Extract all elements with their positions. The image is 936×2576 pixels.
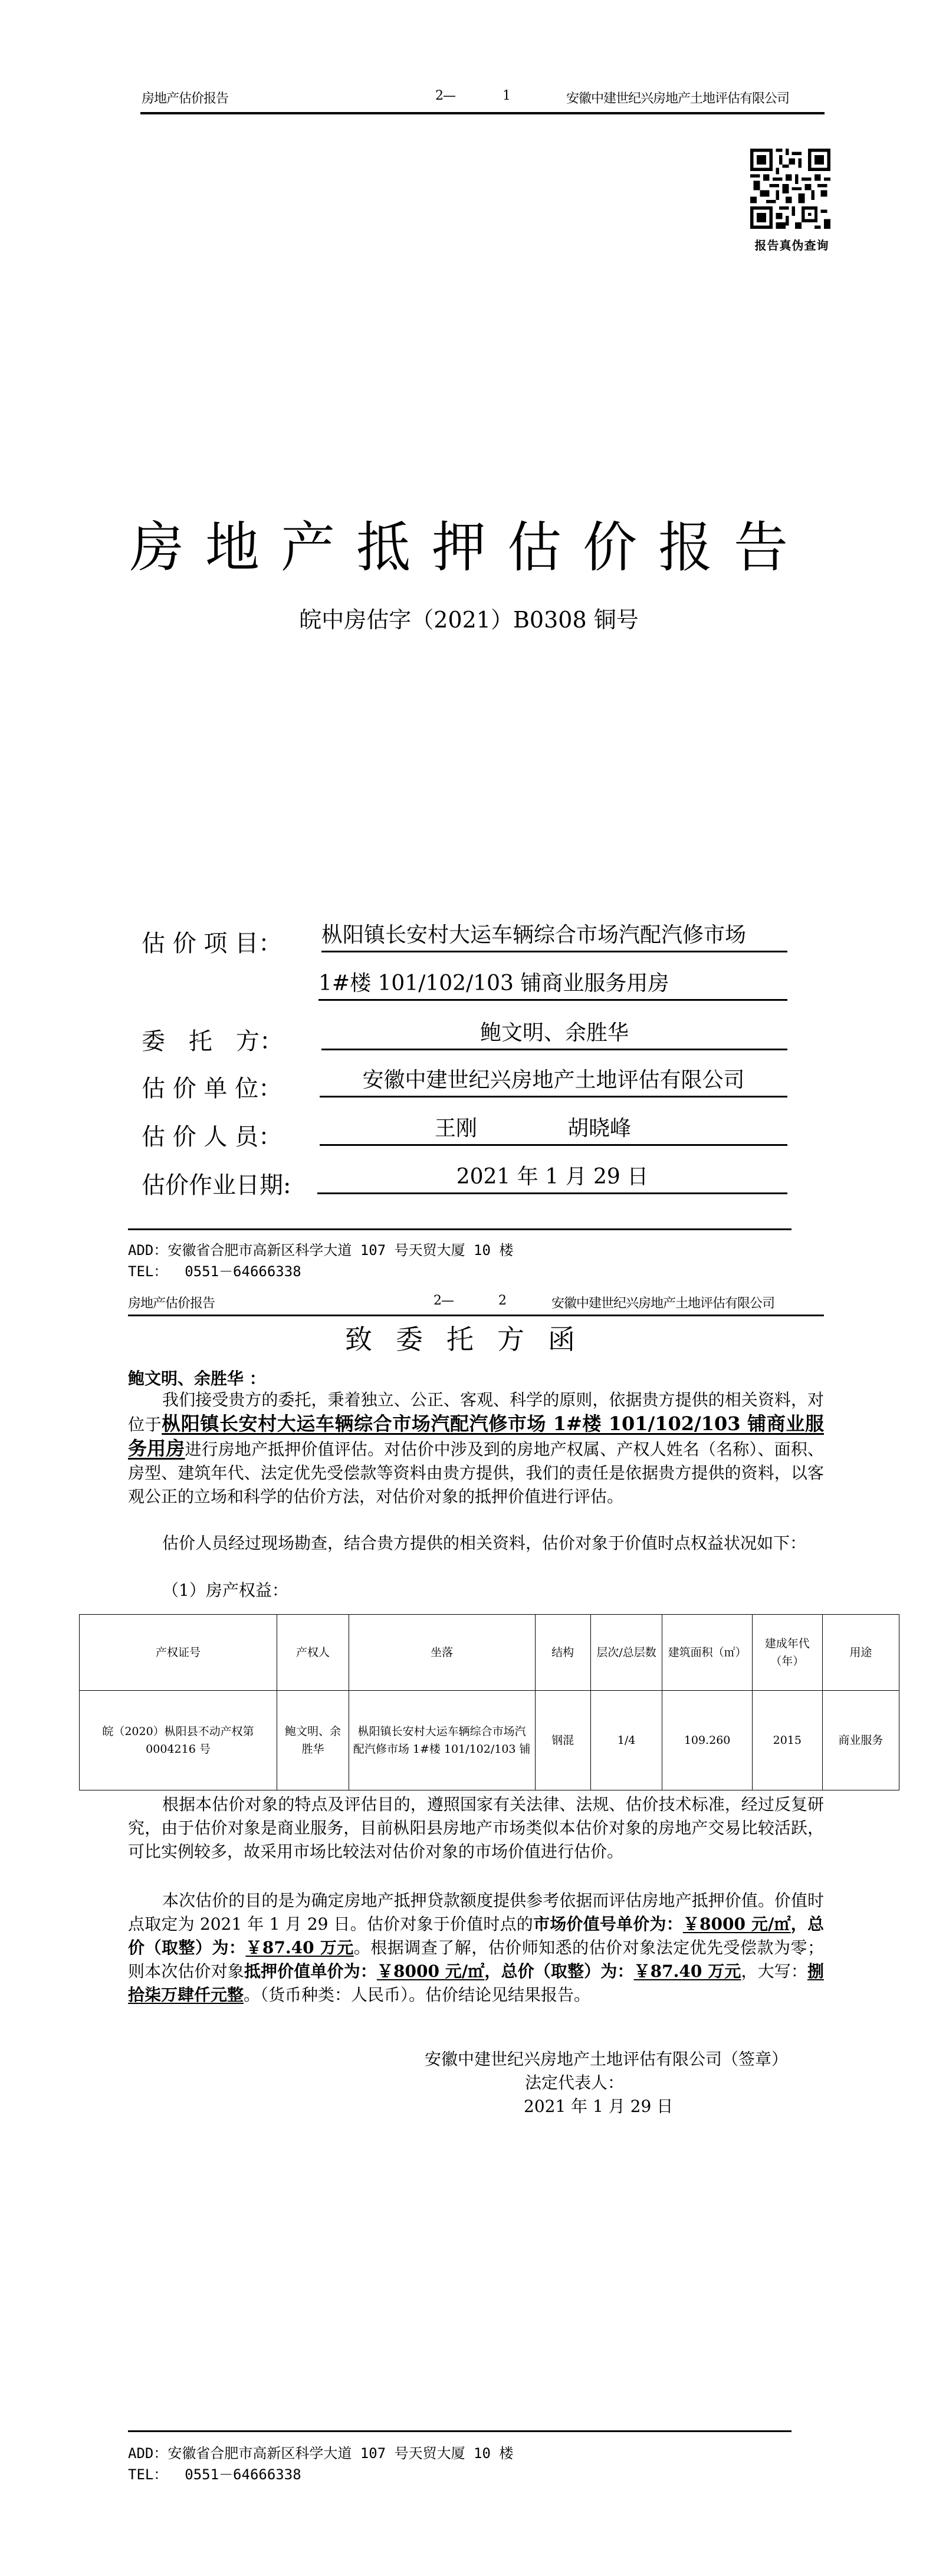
mortgage-value-label: 抵押价值单价为： bbox=[244, 1961, 377, 1981]
address-value: 安徽省合肥市高新区科学大道 107 号天贸大厦 10 楼 bbox=[168, 2445, 514, 2462]
appraiser-org-value: 安徽中建世纪兴房地产土地评估有限公司 bbox=[362, 1068, 745, 1092]
page1-footer-rule bbox=[128, 1228, 792, 1230]
tel-label: TEL： bbox=[128, 1263, 168, 1280]
p4-text: 根据本估价对象的特点及评估目的，遵照国家有关法律、法规、估价技术标准，经过反复研究，由于估价对象是商业服务，目前枞阳县房地产市场类似本估价对象的房地产交易比较活跃，可比实例较多，故采用市场比较法对估价对象的市场价值进行估价。 bbox=[128, 1795, 824, 1861]
page1-header-company: 安徽中建世纪兴房地产土地评估有限公司 bbox=[566, 91, 790, 106]
signature-date: 2021 年 1 月 29 日 bbox=[524, 2097, 674, 2116]
report-number: 皖中房估字（2021）B0308 铜号 bbox=[299, 607, 639, 633]
property-rights-table bbox=[79, 1614, 899, 1790]
letter-paragraph-1 bbox=[128, 1388, 824, 1509]
letter-title: 致委托方函 bbox=[345, 1323, 599, 1355]
market-unit-price: ￥8000 元/㎡ bbox=[682, 1914, 791, 1934]
header-structure: 结构 bbox=[535, 1615, 590, 1691]
page2-header-title: 房地产估价报告 bbox=[128, 1296, 215, 1311]
client-label: 委 托 方： bbox=[142, 1028, 283, 1055]
signature-legal-rep: 法定代表人： bbox=[525, 2073, 625, 2092]
p5-text-d: 。（货币种类：人民币）。估价结论见结果报告。 bbox=[244, 1985, 591, 2005]
tel-label: TEL： bbox=[128, 2466, 168, 2483]
p5-text-a: 本次估价的目的是为确定房地产抵押贷款额度提供参考依据而评估房地产抵押价值。价值时点取定为 2021 年 1 月 29 日。估价对象于价值时点的 bbox=[128, 1891, 824, 1934]
appraiser-2: 胡晓峰 bbox=[567, 1116, 632, 1141]
p5-text-b: 。根据调查了解，估价师知悉的估价对象法定优先受偿款为零；则本次估价对象 bbox=[128, 1938, 824, 1981]
appraisers-value-line bbox=[320, 1113, 787, 1146]
mortgage-unit-price: ￥8000 元/㎡ bbox=[376, 1961, 485, 1981]
letter-salutation: 鲍文明、余胜华 ： bbox=[128, 1369, 266, 1388]
p1-subject: 枞阳镇长安村大运车辆综合市场汽配汽修市场 1#楼 101/102/103 铺商业服务用房 bbox=[128, 1412, 824, 1460]
qr-caption: 报告真伪查询 bbox=[754, 238, 829, 252]
appraiser-org-label: 估 价 单 位： bbox=[142, 1075, 283, 1102]
p2-text: 估价人员经过现场勘查，结合贵方提供的相关资料，估价对象于价值时点权益状况如下： bbox=[162, 1533, 807, 1553]
client-value-line bbox=[321, 1018, 787, 1050]
page2-footer-tel bbox=[128, 2463, 301, 2483]
qr-code-icon[interactable] bbox=[750, 149, 830, 229]
project-value-text-1: 枞阳镇长安村大运车辆综合市场汽配汽修市场 bbox=[321, 923, 747, 947]
appraiser-1: 王刚 bbox=[435, 1116, 478, 1141]
cell-location: 枞阳镇长安村大运车辆综合市场汽配汽修市场 1#楼 101/102/103 铺 bbox=[349, 1691, 535, 1790]
project-value-line2 bbox=[318, 968, 787, 1001]
appraisers-label: 估 价 人 员： bbox=[142, 1123, 283, 1151]
p5-text-c: ，大写： bbox=[741, 1961, 807, 1981]
header-floor: 层次/总层数 bbox=[590, 1615, 662, 1691]
client-value: 鲍文明、余胜华 bbox=[480, 1021, 629, 1045]
cell-use: 商业服务 bbox=[822, 1691, 899, 1790]
header-owner: 产权人 bbox=[277, 1615, 349, 1691]
page2-header-page-prefix: 2— bbox=[433, 1293, 454, 1308]
market-total-price: ￥87.40 万元 bbox=[245, 1938, 354, 1957]
page2-footer-address bbox=[128, 2442, 513, 2462]
market-total-label: ，总价（取整）为： bbox=[128, 1914, 824, 1957]
project-value-text-2: 1#楼 101/102/103 铺商业服务用房 bbox=[318, 971, 669, 995]
signature-company: 安徽中建世纪兴房地产土地评估有限公司（签章） bbox=[425, 2049, 789, 2069]
page2-footer-rule bbox=[128, 2430, 792, 2432]
letter-paragraph-2 bbox=[128, 1532, 824, 1555]
cell-floor: 1/4 bbox=[590, 1691, 662, 1790]
work-date-label: 估价作业日期: bbox=[142, 1172, 291, 1199]
tel-value: 0551－64666338 bbox=[185, 2466, 301, 2483]
page1-footer-address bbox=[128, 1238, 513, 1259]
header-location: 坐落 bbox=[349, 1615, 535, 1691]
page2-header-page-number: 2 bbox=[498, 1293, 506, 1308]
p1-text-b: 进行房地产抵押价值评估。对估价中涉及到的房地产权属、产权人姓名（名称）、面积、房型、建筑年代、法定优先受偿款等资料由贵方提供，我们的责任是依据贵方提供的资料，以客观公正的立场和科学的估价方法，对估价对象的抵押价值进行评估。 bbox=[128, 1440, 824, 1506]
page1-footer-tel bbox=[128, 1260, 301, 1280]
appraiser-org-value-line bbox=[320, 1065, 787, 1098]
mortgage-total-price: ￥87.40 万元 bbox=[633, 1961, 741, 1981]
cell-cert-no: 皖（2020）枞阳县不动产权第 0004216 号 bbox=[80, 1691, 277, 1790]
table-header-row bbox=[80, 1615, 899, 1691]
letter-paragraph-5 bbox=[128, 1889, 824, 2007]
report-title: 房地产抵押估价报告 bbox=[130, 516, 810, 579]
cell-owner: 鲍文明、余胜华 bbox=[277, 1691, 349, 1790]
cell-structure: 钢混 bbox=[535, 1691, 590, 1790]
address-label: ADD： bbox=[128, 2445, 168, 2462]
header-year: 建成年代（年） bbox=[752, 1615, 822, 1691]
amount-in-words: 捌拾柒万肆仟元整 bbox=[128, 1961, 824, 2005]
address-label: ADD： bbox=[128, 1242, 168, 1259]
table-row bbox=[80, 1691, 899, 1790]
page1-header-page-number: 1 bbox=[503, 88, 510, 103]
p1-text-a: 我们接受贵方的委托，秉着独立、公正、客观、科学的原则，依据贵方提供的相关资料，对位于 bbox=[128, 1390, 824, 1434]
work-date-value: 2021 年 1 月 29 日 bbox=[456, 1165, 649, 1189]
cell-year: 2015 bbox=[752, 1691, 822, 1790]
page1-header-title: 房地产估价报告 bbox=[142, 91, 229, 106]
tel-value: 0551－64666338 bbox=[185, 1263, 301, 1280]
market-value-label: 市场价值号单价为： bbox=[533, 1914, 683, 1934]
header-area: 建筑面积（㎡） bbox=[662, 1615, 752, 1691]
page1-header-page-prefix: 2— bbox=[435, 88, 455, 103]
header-cert-no: 产权证号 bbox=[80, 1615, 277, 1691]
work-date-value-line bbox=[317, 1162, 787, 1194]
page2-header-rule bbox=[128, 1315, 824, 1316]
cell-area: 109.260 bbox=[662, 1691, 752, 1790]
p3-text: （1）房产权益： bbox=[162, 1581, 288, 1600]
page1-header-rule bbox=[140, 112, 825, 114]
mortgage-total-label: ，总价（取整）为： bbox=[484, 1961, 634, 1981]
address-value: 安徽省合肥市高新区科学大道 107 号天贸大厦 10 楼 bbox=[168, 1242, 514, 1259]
letter-paragraph-4 bbox=[128, 1793, 824, 1864]
header-use: 用途 bbox=[822, 1615, 899, 1691]
page2-header-company: 安徽中建世纪兴房地产土地评估有限公司 bbox=[551, 1296, 775, 1311]
project-value-line1 bbox=[321, 920, 787, 952]
project-label: 估 价 项 目： bbox=[142, 930, 283, 957]
letter-paragraph-3 bbox=[128, 1579, 824, 1602]
